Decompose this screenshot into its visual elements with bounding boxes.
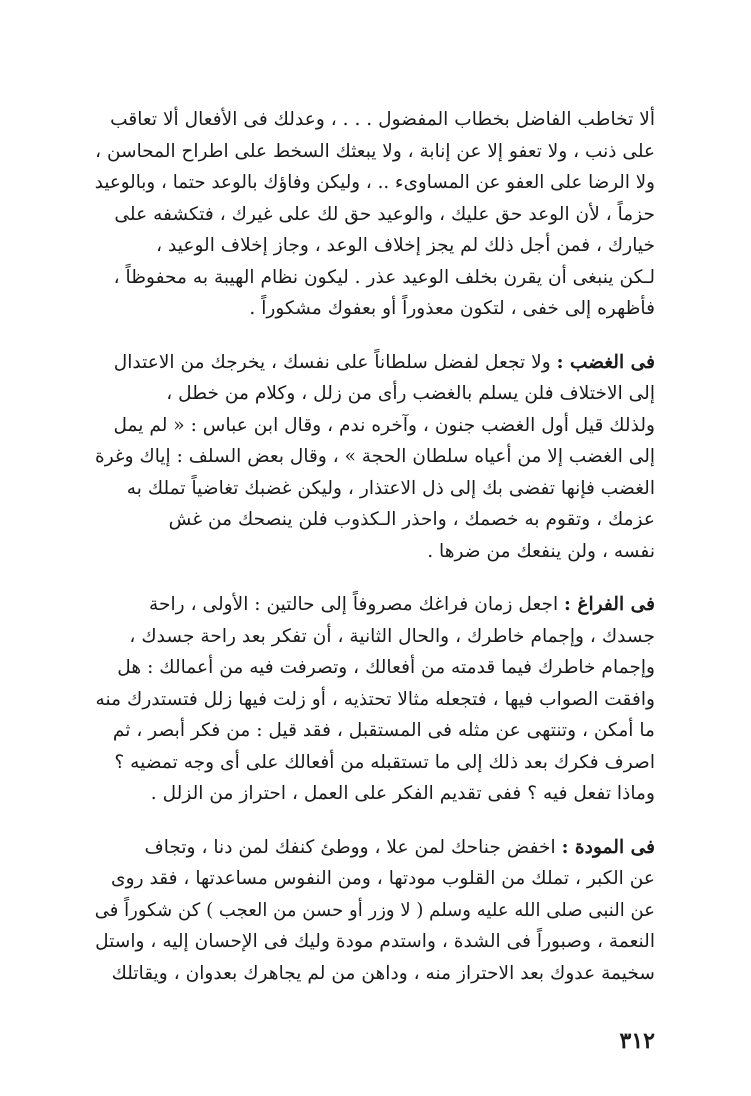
- paragraph-justice: [95, 104, 655, 325]
- text-line: وماذا تفعل فيه ؟ ففى تقديم الفكر على العمل ، احتراز من الزلل .: [150, 783, 655, 804]
- text-line-rest: ولا تجعل لفضل سلطاناً على نفسك ، يخرجك من الاعتدال: [113, 351, 551, 373]
- text-line: [95, 347, 655, 379]
- text-line: نفسه ، ولن ينفعك من ضرها .: [427, 540, 655, 562]
- text-line-rest: اخفض جناحك لمن علا ، ووطئ كنفك لمن دنا ، وتجاف: [144, 836, 556, 858]
- text-line: سخيمة عدوك بعد الاحتراز منه ، وداهن من لم يجاهرك بعدوان ، ويقاتلك: [111, 962, 655, 984]
- paragraph-leisure: [95, 589, 655, 810]
- text-line: ولذلك قيل أول الغضب جنون ، وآخره ندم ، وقال ابن عباس : « لم يمل: [113, 414, 655, 436]
- text-line: النعمة ، وصبوراً فى الشدة ، واستدم مودة وليك فى الإحسان إليه ، واستل: [95, 931, 655, 952]
- text-line: عن الكبر ، تملك من القلوب مودتها ، ومن النفوس مساعدتها ، فقد روى: [111, 868, 655, 889]
- text-line: [95, 589, 655, 621]
- section-heading-anger: فى الغضب :: [556, 351, 655, 373]
- section-heading-affection: فى المودة :: [561, 836, 655, 858]
- page-number: ٣١٢: [619, 1028, 655, 1054]
- section-heading-leisure: فى الفراغ :: [564, 594, 655, 615]
- text-line: عزمك ، وتقوم به خصمك ، واحذر الـكذوب فلن ينصحك من غش: [168, 509, 655, 530]
- text-line: خيارك ، فمن أجل ذلك لم يجز إخلاف الوعد ، وجاز إخلاف الوعيد ،: [156, 235, 655, 256]
- text-line: إلى الغضب إلا من أعياه سلطان الحجة » ، وقال بعض السلف : إياك وغرة: [94, 446, 655, 467]
- text-line: ألا تخاطب الفاضل بخطاب المفضول . . . ، وعدلك فى الأفعال ألا تعاقب: [110, 109, 655, 130]
- text-line: جسدك ، وإجمام خاطرك ، والحال الثانية ، أن تفكر بعد راحة جسدك ،: [129, 625, 655, 647]
- paragraph-spacer: [95, 810, 655, 832]
- text-line: حزماً ، لأن الوعد حق عليك ، والوعيد حق لك على غيرك ، فتكشفه على: [114, 203, 655, 225]
- paragraph-spacer: [95, 325, 655, 347]
- text-line: اصرف فكرك بعد ذلك إلى ما تستقبله من أفعالك على أى وجه تمضيه ؟: [114, 751, 655, 773]
- text-line: ما أمكن ، وتنتهى عن مثله فى المستقبل ، فقد قيل : من فكر أبصر ، ثم: [112, 720, 655, 741]
- text-line: ولا الرضا على العفو عن المساوىء .. ، وليكن وفاؤك بالوعد حتما ، وبالوعيد: [94, 172, 655, 193]
- text-line: على ذنب ، ولا تعفو إلا عن إنابة ، ولا يبعثك السخط على اطراح المحاسن ،: [95, 140, 656, 162]
- text-line: لـكن ينبغى أن يقرن بخلف الوعيد عذر . ليكون نظام الهيبة به محفوظاً ،: [113, 266, 655, 288]
- paragraph-affection: [95, 832, 655, 990]
- paragraph-spacer: [95, 567, 655, 589]
- text-line: وإجمام خاطرك فيما قدمته من أفعالك ، وتصرفت فيه من أعمالك : هل: [117, 657, 655, 678]
- text-line: فأظهره إلى خفى ، لتكون معذوراً أو بعفوك مشكوراً .: [249, 298, 655, 319]
- text-line: الغضب فإنها تفضى بك إلى ذل الاعتذار ، وليكن غضبك تغاضياً تملك به: [126, 477, 655, 499]
- text-line: إلى الاختلاف فلن يسلم بالغضب رأى من زلل ، وكلام من خطل ،: [166, 383, 655, 404]
- text-line-rest: اجعل زمان فراغك مصروفاً إلى حالتين : الأولى ، راحة: [149, 594, 559, 615]
- paragraph-anger: [95, 347, 655, 568]
- text-line: وافقت الصواب فيها ، فتجعله مثالا تحتذيه ، أو زلت فيها زلل فتستدرك منه: [95, 688, 655, 710]
- text-line: عن النبى صلى الله عليه وسلم ( لا وزر أو حسن من العجب ) كن شكوراً فى: [94, 899, 655, 921]
- text-line: [95, 832, 655, 864]
